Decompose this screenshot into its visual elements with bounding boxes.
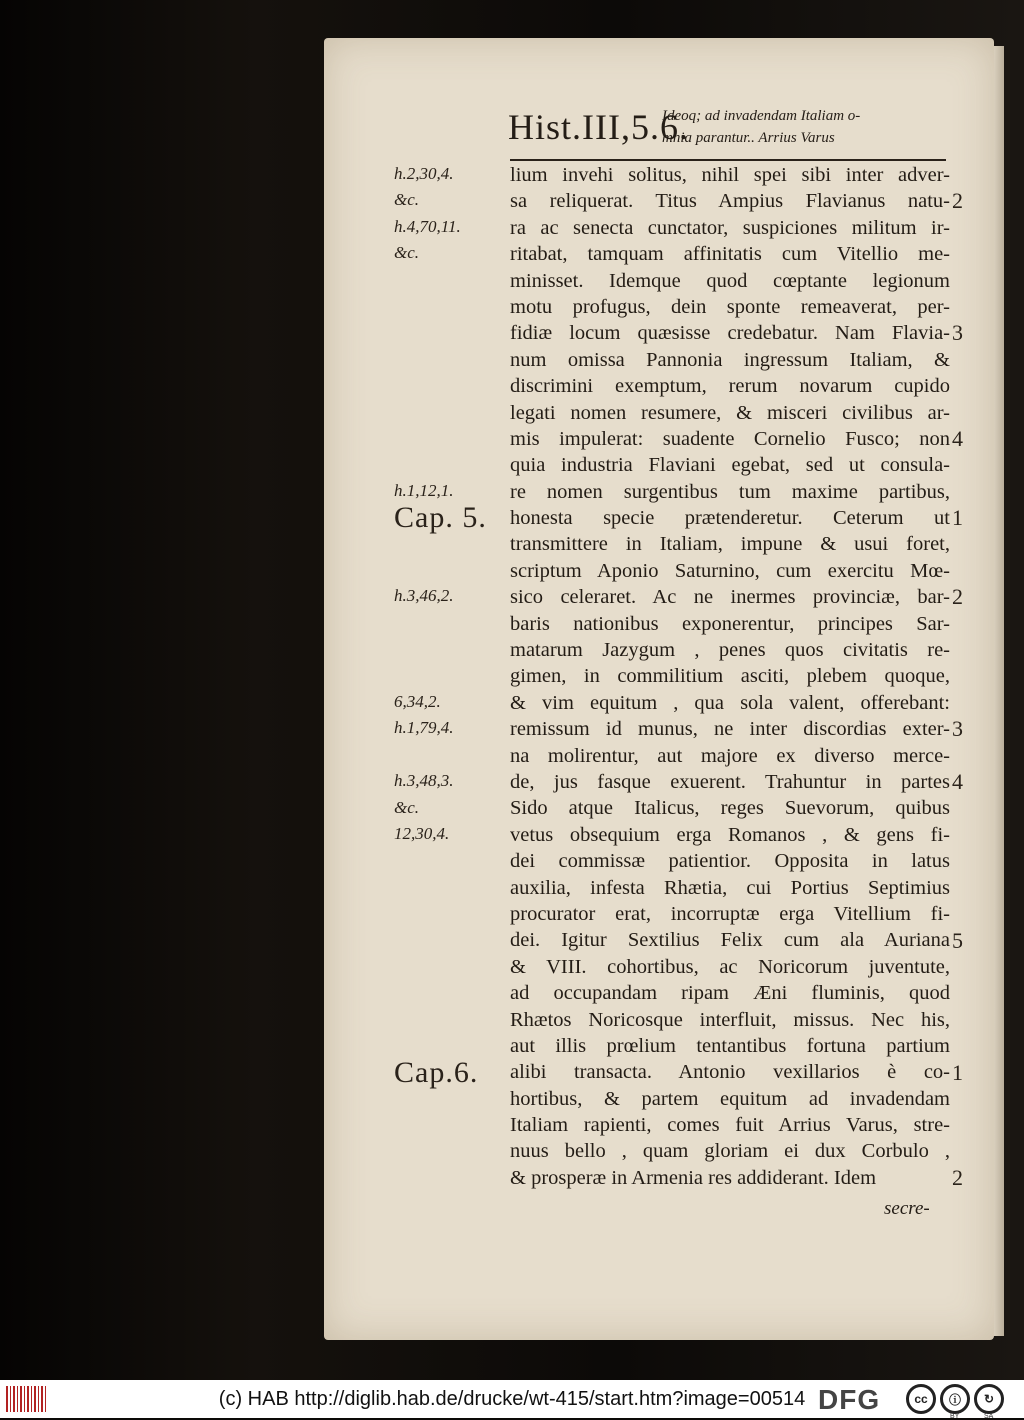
text-line: hortibus, & partem equitum ad invadendam [510, 1087, 950, 1110]
text-line: motu profugus, dein sponte remeaverat, per- [510, 295, 950, 318]
section-number: 3 [952, 716, 963, 742]
margin-reference: h.1,12,1. [394, 480, 454, 500]
text-line: re nomen surgentibus tum maxime partibus, [510, 480, 950, 503]
text-line: auxilia, infesta Rhætia, cui Portius Septimius [510, 876, 950, 899]
text-line: ritabat, tamquam affinitatis cum Vitellio me- [510, 243, 950, 266]
margin-reference: h.4,70,11. [394, 216, 461, 236]
book-page [324, 38, 994, 1340]
dfg-logo: DFG [818, 1384, 881, 1415]
text-line: matarum Jazygum , penes quos civitatis re- [510, 639, 950, 662]
section-number: 4 [952, 426, 963, 451]
text-line: mis impulerat: suadente Cornelio Fusco; non [510, 427, 950, 450]
text-line: procurator erat, incorruptæ erga Vitellium fi- [510, 902, 950, 925]
margin-reference: h.3,46,2. [394, 586, 454, 606]
catchword: secre- [884, 1198, 930, 1219]
text-line: baris nationibus exponerentur, principes Sar- [510, 612, 950, 635]
text-line: aut illis prœlium tentantibus fortuna partium [510, 1034, 950, 1057]
running-head-summary-line-2: mnia parantur.. Arrius Varus [662, 130, 835, 146]
margin-reference: h.2,30,4. [394, 164, 454, 183]
section-number: 3 [952, 320, 963, 346]
copyright-notice[interactable]: (c) HAB http://diglib.hab.de/drucke/wt-415/start.htm?image=00514 [218, 1388, 806, 1410]
sa-label: SA [984, 1413, 994, 1420]
cc-icon: cc [906, 1384, 936, 1414]
text-line: Italiam rapienti, comes fuit Arrius Varus, stre- [510, 1114, 950, 1137]
margin-reference: 12,30,4. [394, 824, 450, 843]
by-icon: ⓘ [940, 1384, 970, 1414]
section-number: 2 [952, 584, 963, 610]
text-line: num omissa Pannonia ingressum Italiam, & [510, 348, 950, 371]
text-line: de, jus fasque exuerent. Trahuntur in partes [510, 770, 950, 793]
text-line: quia industria Flaviani egebat, sed ut consula- [510, 454, 950, 477]
text-line: ad occupandam ripam Æni fluminis, quod [510, 982, 950, 1005]
chapter-marker: Cap. 5. [394, 501, 487, 535]
by-label: BY [950, 1413, 960, 1420]
text-line: Rhætos Noricosque interfluit, missus. Nec his, [510, 1008, 950, 1031]
text-line: sico celeraret. Ac ne inermes provinciæ, bar- [510, 586, 950, 609]
text-line: vetus obsequium erga Romanos , & gens fi- [510, 823, 950, 846]
text-line: & VIII. cohortibus, ac Noricorum juventute, [510, 955, 950, 978]
text-line: gimen, in commilitium asciti, plebem quoque, [510, 665, 950, 688]
text-line: ra ac senecta cunctator, suspiciones militum ir- [510, 216, 950, 239]
chapter-marker: Cap.6. [394, 1055, 479, 1089]
license-badge[interactable] [906, 1383, 1004, 1420]
text-line: fidiæ locum quæsisse credebatur. Nam Flavia- [510, 322, 950, 345]
running-head-summary-line-1: Ideoq; ad invadendam Italiam o- [662, 108, 861, 124]
margin-reference: &c. [394, 243, 420, 263]
text-line: Sido atque Italicus, reges Suevorum, quibus [510, 797, 950, 820]
text-line: minisset. Idemque quod cœptante legionum [510, 269, 950, 292]
text-line: legati nomen resumere, & misceri civilibus ar- [510, 401, 950, 424]
text-line: & vim equitum , qua sola valent, offerebant: [510, 691, 950, 714]
text-line: dei. Igitur Sextilius Felix cum ala Auriana [510, 929, 950, 952]
text-line: dei commissæ patientior. Opposita in latus [510, 850, 950, 873]
text-line: transmittere in Italiam, impune & usui foret, [510, 533, 950, 556]
sa-icon: ↻ [974, 1384, 1004, 1414]
viewer-footer [0, 1380, 1024, 1418]
text-line: remissum id munus, ne inter discordias exter- [510, 718, 950, 741]
running-head-title: Hist.III,5.6. [508, 107, 689, 147]
margin-reference: &c. [394, 190, 420, 210]
running-head [508, 106, 968, 154]
margin-reference: 6,34,2. [394, 692, 441, 711]
margin-reference: h.1,79,4. [394, 718, 454, 738]
section-number: 1 [952, 505, 963, 531]
text-line: discrimini exemptum, rerum novarum cupido [510, 375, 950, 398]
text-line: na molirentur, aut majore ex diverso merce- [510, 744, 950, 767]
text-line: & prosperæ in Armenia res addiderant. Idem [510, 1166, 877, 1189]
margin-reference: h.3,48,3. [394, 771, 454, 791]
section-number: 1 [952, 1059, 963, 1085]
header-rule [510, 159, 946, 161]
text-line: alibi transacta. Antonio vexillarios è co- [510, 1061, 950, 1084]
section-number: 2 [952, 188, 963, 214]
body-text [510, 162, 950, 1191]
text-line: nuus bello , quam gloriam ei dux Corbulo , [510, 1140, 950, 1163]
section-number: 4 [952, 769, 963, 795]
text-line: sa reliquerat. Titus Ampius Flavianus natu- [510, 190, 950, 213]
margin-reference: &c. [394, 797, 420, 817]
text-line: lium invehi solitus, nihil spei sibi inter adver- [510, 164, 950, 186]
text-line: honesta specie prætenderetur. Ceterum ut [510, 507, 950, 530]
section-number: 2 [952, 1165, 963, 1191]
text-line: scriptum Aponio Saturnino, cum exercitu Mœ- [510, 559, 950, 582]
section-number: 5 [952, 927, 963, 953]
